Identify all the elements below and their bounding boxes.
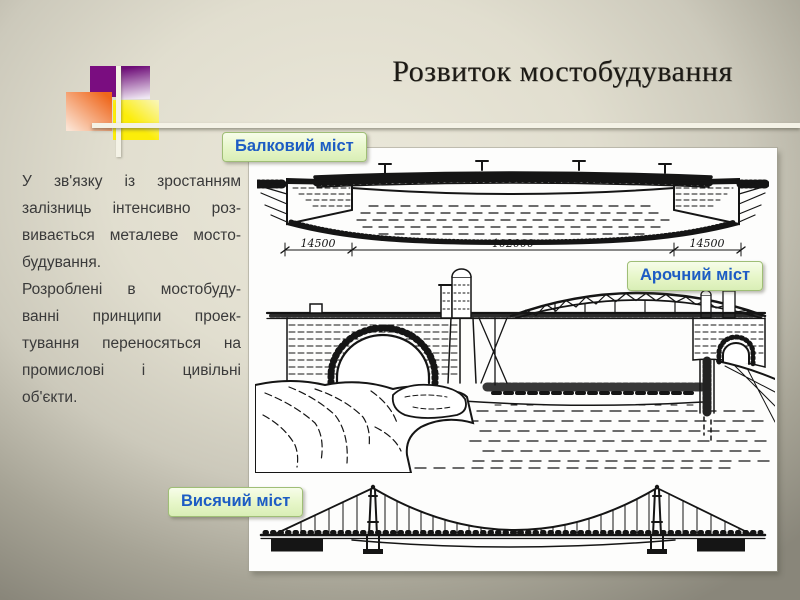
paragraph-line: У зв'язку із зростанням	[22, 173, 241, 190]
paragraph-line: Розроблені в мостобуду-	[22, 281, 241, 298]
decor-square-purple-gradient	[121, 66, 150, 99]
paragraph-line: тування переносяться на	[22, 335, 241, 352]
arch-bridge-drawing	[255, 269, 775, 473]
dimension-label-left: 14500	[300, 237, 336, 250]
paragraph-2	[22, 276, 241, 411]
illustration-panel	[249, 148, 777, 571]
paragraph-line: залізниць інтенсивно роз-	[22, 200, 241, 217]
paragraph-line: ванні принципи проек-	[22, 308, 241, 325]
suspension-bridge-drawing	[261, 485, 765, 554]
decor-vertical-rule	[116, 66, 121, 157]
paragraph-1	[22, 168, 241, 276]
slide-title: Розвиток мостобудування	[392, 55, 733, 88]
dimension-label-right: 14500	[689, 237, 725, 250]
label-arch-bridge: Арочний міст	[627, 261, 763, 291]
body-text	[22, 168, 241, 411]
suspension-bridge-illustration	[257, 480, 769, 565]
beam-bridge-illustration	[257, 160, 769, 258]
label-suspension-bridge: Висячий міст	[168, 487, 303, 517]
decor-horizontal-rule	[92, 123, 800, 128]
paragraph-line: будування.	[22, 254, 102, 271]
label-beam-bridge: Балковий міст	[222, 132, 367, 162]
arch-bridge-illustration	[255, 265, 775, 473]
beam-bridge-drawing	[258, 161, 768, 256]
paragraph-line: об'єкти.	[22, 389, 78, 406]
dimension-label-span: 102000	[492, 237, 534, 250]
paragraph-line: вивається металеве мосто-	[22, 227, 241, 244]
paragraph-line: промислові і цивільні	[22, 362, 241, 379]
